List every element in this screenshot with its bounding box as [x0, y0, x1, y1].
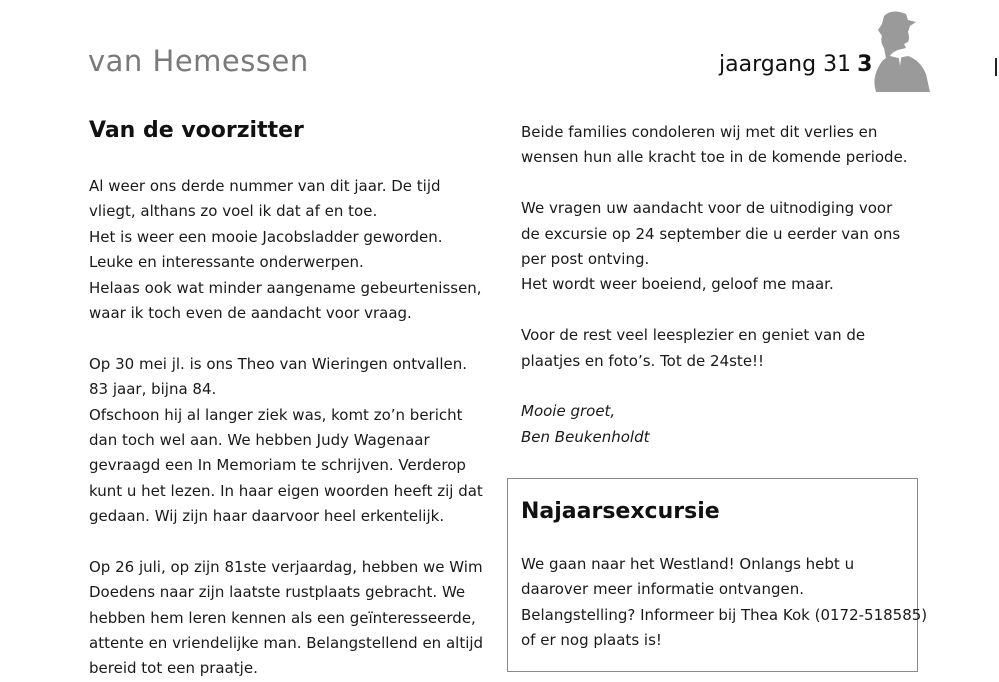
text-line: gedaan. Wij zijn haar daarvoor heel erkentelijk. [89, 507, 445, 526]
text-line: 83 jaar, bijna 84. [89, 380, 217, 399]
text-line: We gaan naar het Westland! Onlangs hebt u [521, 555, 855, 573]
text-line: Helaas ook wat minder aangename gebeurtenissen, [89, 278, 482, 297]
paragraph-5 [521, 196, 916, 298]
paragraph-1 [89, 174, 484, 326]
box-text [521, 552, 927, 654]
text-line: wensen hun alle kracht toe in de komende periode. [521, 148, 908, 167]
text-line: dan toch wel aan. We hebben Judy Wagenaar [89, 430, 430, 449]
text-line: Op 30 mei jl. is ons Theo van Wieringen ontvallen. [89, 354, 468, 373]
signature-greeting: Mooie groet, [521, 402, 616, 421]
chair-column [89, 116, 484, 682]
text-line: Het wordt weer boeiend, geloof me maar. [521, 275, 834, 294]
text-line: gevraagd een In Memoriam te schrijven. Verderop [89, 456, 466, 475]
text-line: of er nog plaats is! [521, 631, 662, 650]
text-line: kunt u het lezen. In haar eigen woorden heeft zij dat [89, 481, 483, 500]
man-with-hat-silhouette-icon [868, 8, 930, 92]
page-edge-mark [995, 58, 997, 76]
text-line: Het is weer een mooie Jacobsladder geworden. [89, 227, 443, 246]
text-line: Op 26 juli, op zijn 81ste verjaardag, hebben we Wim [89, 557, 483, 576]
signature-name: Ben Beukenholdt [521, 427, 650, 446]
text-line: vliegt, althans zo voel ik dat af en toe. [89, 202, 378, 221]
text-line: Ofschoon hij al langer ziek was, komt zo’n bericht [89, 405, 463, 424]
text-line: bereid tot een praatje. [89, 659, 258, 678]
text-line: waar ik toch even de aandacht voor vraag. [89, 303, 412, 322]
text-line: Leuke en interessante onderwerpen. [89, 253, 364, 272]
text-line: hebben hem leren kennen als een geïnteresseerde, [89, 608, 476, 627]
text-line: Voor de rest veel leesplezier en geniet van de [521, 326, 866, 345]
text-line: Al weer ons derde nummer van dit jaar. De tijd [89, 177, 441, 195]
article-title: Van de voorzitter [89, 118, 304, 143]
paragraph-4 [521, 120, 916, 171]
text-line: daarover meer informatie ontvangen. [521, 580, 805, 599]
page-number: 3 [857, 52, 873, 77]
volume-label [719, 52, 872, 77]
volume-text: jaargang 31 [719, 52, 852, 77]
paragraph-6 [521, 323, 916, 374]
box-title: Najaarsexcursie [521, 499, 720, 524]
text-line: attente en vriendelijke man. Belangstellend en altijd [89, 634, 484, 653]
text-line: Doedens naar zijn laatste rustplaats gebracht. We [89, 583, 466, 602]
paragraph-3 [89, 555, 484, 682]
publication-title: van Hemessen [88, 44, 309, 78]
text-line: per post ontving. [521, 249, 650, 268]
text-line: de excursie op 24 september die u eerder van ons [521, 224, 901, 243]
continued-column [521, 120, 916, 450]
text-line: Beide families condoleren wij met dit verlies en [521, 123, 878, 141]
text-line: plaatjes en foto’s. Tot de 24ste!! [521, 351, 765, 370]
text-line: Belangstelling? Informeer bij Thea Kok (0172-518585) [521, 605, 928, 624]
excursion-box [507, 478, 928, 672]
paragraph-2 [89, 352, 484, 530]
signature [521, 399, 916, 450]
text-line: We vragen uw aandacht voor de uitnodiging voor [521, 199, 893, 218]
